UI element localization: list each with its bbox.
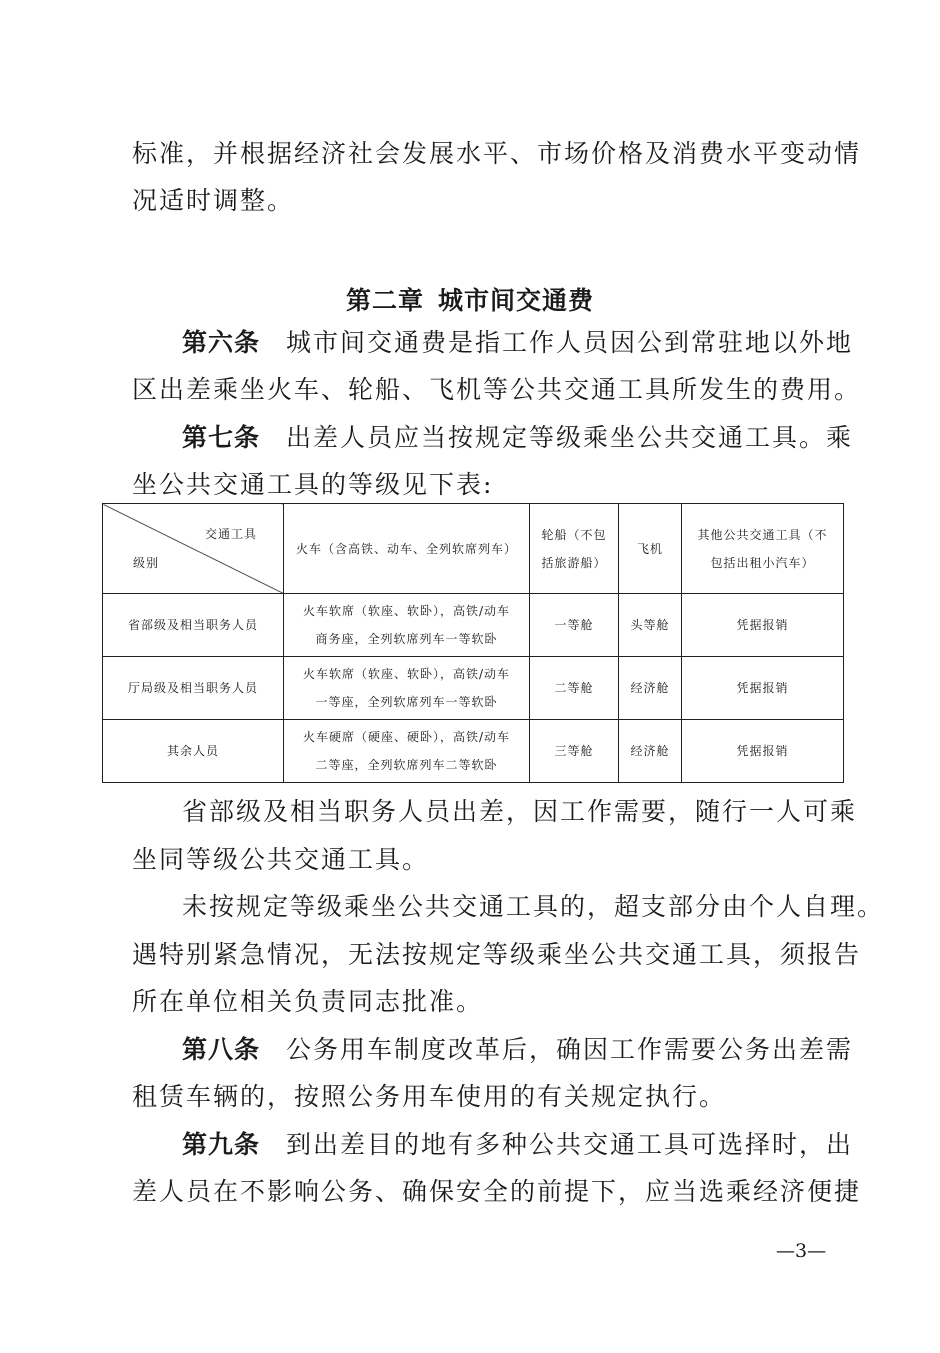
text: 省部级及相当职务人员出差，因工作需要，随行一人可乘 <box>182 797 858 826</box>
cell-other: 凭据报销 <box>682 594 844 657</box>
header-plane: 飞机 <box>619 504 682 594</box>
cell-ship: 一等舱 <box>530 594 619 657</box>
corner-label-transport: 交通工具 <box>204 527 257 541</box>
chapter-title: 城市间交通费 <box>438 286 595 315</box>
text: 所在单位相关负责同志批准。 <box>132 987 484 1016</box>
page-number: —3— <box>776 1240 827 1262</box>
text: 坐同等级公共交通工具。 <box>132 845 430 874</box>
article-6-line-2 <box>0 375 940 405</box>
article-heading: 第七条 <box>182 423 261 452</box>
text: 区出差乘坐火车、轮船、飞机等公共交通工具所发生的费用。 <box>132 375 862 404</box>
corner-label-level: 级别 <box>133 556 160 570</box>
paragraph-line <box>0 940 940 970</box>
cell-ship: 三等舱 <box>530 720 619 783</box>
header-ship: 轮船（不包 括旅游船） <box>530 504 619 594</box>
table-row <box>103 657 844 720</box>
header-other: 其他公共交通工具（不 包括出租小汽车） <box>682 504 844 594</box>
article-heading: 第九条 <box>182 1130 261 1159</box>
table-row <box>103 720 844 783</box>
cell-train: 火车软席（软座、软卧），高铁/动车 商务座，全列软席列车一等软卧 <box>284 594 530 657</box>
cell-level: 省部级及相当职务人员 <box>103 594 284 657</box>
cell-train: 火车软席（软座、软卧），高铁/动车 一等座，全列软席列车一等软卧 <box>284 657 530 720</box>
text: 到出差目的地有多种公共交通工具可选择时，出 <box>286 1130 854 1159</box>
paragraph-line <box>0 892 940 922</box>
cell-level: 厅局级及相当职务人员 <box>103 657 284 720</box>
text: 坐公共交通工具的等级见下表: <box>132 470 494 499</box>
table-header-row <box>103 504 844 594</box>
text: 差人员在不影响公务、确保安全的前提下，应当选乘经济便捷 <box>132 1177 862 1206</box>
text: 标准，并根据经济社会发展水平、市场价格及消费水平变动情 <box>132 139 862 168</box>
cell-level: 其余人员 <box>103 720 284 783</box>
article-heading: 第八条 <box>182 1035 261 1064</box>
transport-grade-table <box>102 503 844 783</box>
chapter-heading <box>0 281 940 317</box>
paragraph-line <box>0 797 940 827</box>
paragraph-line <box>0 139 940 169</box>
text: 出差人员应当按规定等级乘坐公共交通工具。乘 <box>286 423 854 452</box>
article-6-line-1 <box>0 328 940 358</box>
cell-plane: 经济舱 <box>619 720 682 783</box>
cell-other: 凭据报销 <box>682 657 844 720</box>
cell-plane: 经济舱 <box>619 657 682 720</box>
text: 未按规定等级乘坐公共交通工具的，超支部分由个人自理。 <box>182 892 885 921</box>
paragraph-line <box>0 186 940 216</box>
text: 况适时调整。 <box>132 186 295 215</box>
article-9-line-1 <box>0 1130 940 1160</box>
article-9-line-2 <box>0 1177 940 1207</box>
text: 遇特别紧急情况，无法按规定等级乘坐公共交通工具，须报告 <box>132 940 862 969</box>
article-heading: 第六条 <box>182 328 261 357</box>
chapter-number: 第二章 <box>345 286 424 315</box>
text: 城市间交通费是指工作人员因公到常驻地以外地 <box>286 328 854 357</box>
article-8-line-2 <box>0 1082 940 1112</box>
article-8-line-1 <box>0 1035 940 1065</box>
cell-plane: 头等舱 <box>619 594 682 657</box>
header-train: 火车（含高铁、动车、全列软席列车） <box>284 504 530 594</box>
cell-ship: 二等舱 <box>530 657 619 720</box>
article-7-line-1 <box>0 423 940 453</box>
article-7-line-2 <box>0 470 940 500</box>
table-row <box>103 594 844 657</box>
cell-other: 凭据报销 <box>682 720 844 783</box>
text: 公务用车制度改革后，确因工作需要公务出差需 <box>286 1035 854 1064</box>
paragraph-line <box>0 987 940 1017</box>
cell-train: 火车硬席（硬座、硬卧），高铁/动车 二等座，全列软席列车二等软卧 <box>284 720 530 783</box>
text: 租赁车辆的，按照公务用车使用的有关规定执行。 <box>132 1082 727 1111</box>
table-corner-cell <box>103 504 284 594</box>
paragraph-line <box>0 845 940 875</box>
